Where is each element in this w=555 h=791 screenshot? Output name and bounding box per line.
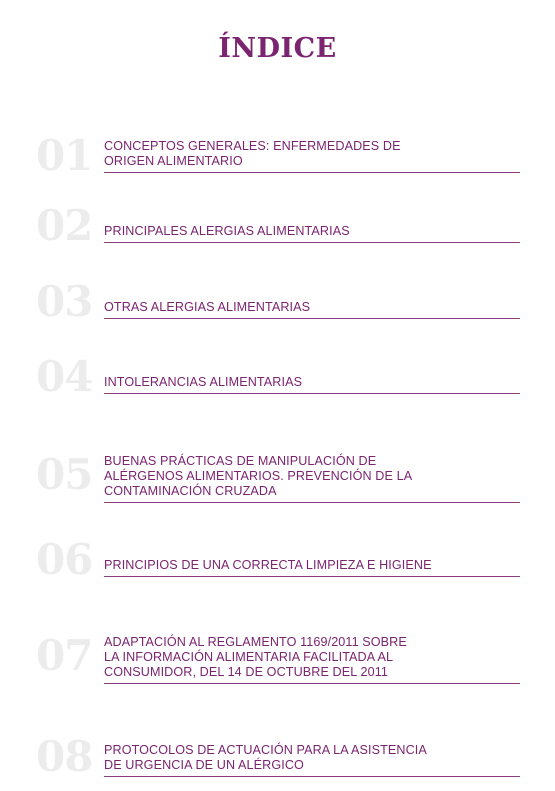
page-title: ÍNDICE: [218, 33, 337, 64]
toc-entry-08[interactable]: [36, 732, 520, 781]
section-number: 02: [36, 201, 93, 250]
section-title[interactable]: [104, 139, 520, 173]
section-title[interactable]: [104, 454, 520, 503]
section-title-line: OTRAS ALERGIAS ALIMENTARIAS: [104, 300, 311, 314]
section-title[interactable]: [104, 300, 520, 319]
toc-entry-05[interactable]: [36, 446, 520, 503]
section-title-line: CONSUMIDOR, DEL 14 DE OCTUBRE DEL 2011: [104, 665, 388, 679]
section-number: 08: [36, 732, 93, 781]
section-title[interactable]: [104, 743, 520, 777]
section-title-line: CONCEPTOS GENERALES: ENFERMEDADES DE: [104, 139, 401, 153]
section-title-line: ORIGEN ALIMENTARIO: [104, 154, 243, 168]
section-title-line: CONTAMINACIÓN CRUZADA: [104, 484, 277, 498]
section-title[interactable]: [104, 635, 520, 684]
section-title[interactable]: [104, 224, 520, 243]
section-title[interactable]: [104, 558, 520, 577]
section-number: 01: [36, 131, 93, 180]
section-title[interactable]: [104, 375, 520, 394]
section-title-line: ALÉRGENOS ALIMENTARIOS. PREVENCIÓN DE LA: [104, 469, 413, 483]
section-number: 07: [36, 631, 93, 680]
section-title-line: LA INFORMACIÓN ALIMENTARIA FACILITADA AL: [104, 650, 394, 664]
section-number: 03: [36, 277, 93, 326]
section-title-line: DE URGENCIA DE UN ALÉRGICO: [104, 758, 304, 772]
section-title-line: PRINCIPIOS DE UNA CORRECTA LIMPIEZA E HIGIENE: [104, 558, 432, 572]
section-number: 04: [36, 352, 93, 401]
toc-entry-06[interactable]: [36, 535, 520, 584]
section-title-line: PROTOCOLOS DE ACTUACIÓN PARA LA ASISTENCIA: [104, 743, 427, 757]
section-title-line: PRINCIPALES ALERGIAS ALIMENTARIAS: [104, 224, 350, 238]
toc-entry-02[interactable]: [36, 201, 520, 250]
section-number: 05: [36, 450, 93, 499]
section-title-line: INTOLERANCIAS ALIMENTARIAS: [104, 375, 303, 389]
section-title-line: ADAPTACIÓN AL REGLAMENTO 1169/2011 SOBRE: [104, 635, 407, 649]
toc-entry-03[interactable]: [36, 277, 520, 326]
section-title-line: BUENAS PRÁCTICAS DE MANIPULACIÓN DE: [104, 454, 377, 468]
toc-entry-07[interactable]: [36, 627, 520, 684]
section-number: 06: [36, 535, 93, 584]
toc-entry-04[interactable]: [36, 352, 520, 401]
toc-entry-01[interactable]: [36, 131, 520, 180]
